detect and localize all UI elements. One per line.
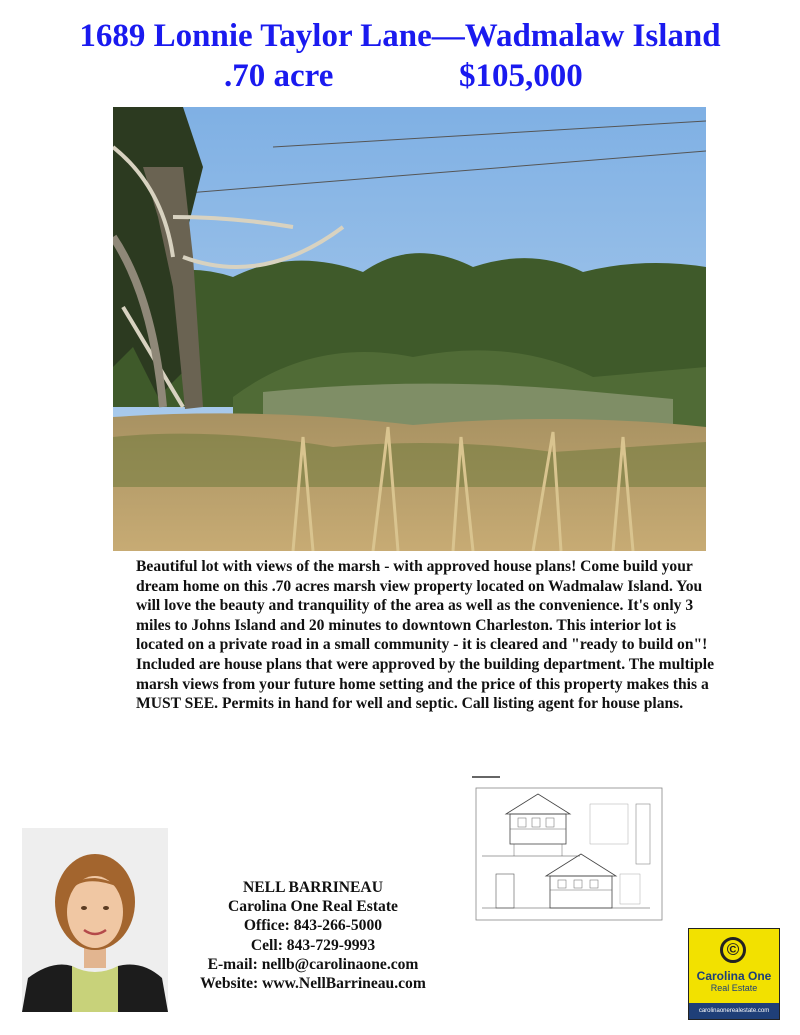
office-phone: Office: 843-266-5000: [243, 917, 383, 935]
listing-address-title: 1689 Lonnie Taylor Lane—Wadmalaw Island: [79, 18, 721, 54]
acreage-label: .70 acre: [224, 58, 334, 94]
agent-photo: [22, 828, 168, 1012]
agent-email: E-mail: nellb@carolinaone.com: [207, 955, 419, 973]
property-description: Beautiful lot with views of the marsh - with approved house plans! Come build your dream home on this .70 acres marsh view property located on Wadmalaw Island. You will love the beauty and tranquility of the area as well as the convenience. It's only 3 miles to Johns Island and 20 minutes to downtown Charleston. This interior lot is located on a private road in a small community - it is cleared and "ready to build on"! Included are house plans that were approved by the building department. The multiple marsh views from your future home setting and the price of this property makes this a MUST SEE. Permits in hand for well and septic. Call listing agent for house plans.: [136, 558, 715, 713]
agent-website: Website: www.NellBarrineau.com: [200, 975, 426, 993]
agent-name: NELL BARRINEAU: [243, 879, 383, 896]
logo-name: Carolina One: [696, 969, 772, 983]
price-label: $105,000: [459, 58, 583, 94]
agent-contact-block: [168, 878, 458, 993]
logo-url: carolinaonerealestate.com: [689, 1003, 779, 1019]
cell-phone: Cell: 843-729-9993: [250, 936, 376, 954]
agent-company: Carolina One Real Estate: [228, 898, 398, 916]
house-plans-drawing: [470, 774, 666, 926]
logo-subtitle: Real Estate: [710, 983, 758, 993]
carolina-one-logo: [688, 928, 780, 1020]
property-photo: [113, 107, 706, 551]
copyright-icon: ©: [720, 937, 746, 963]
